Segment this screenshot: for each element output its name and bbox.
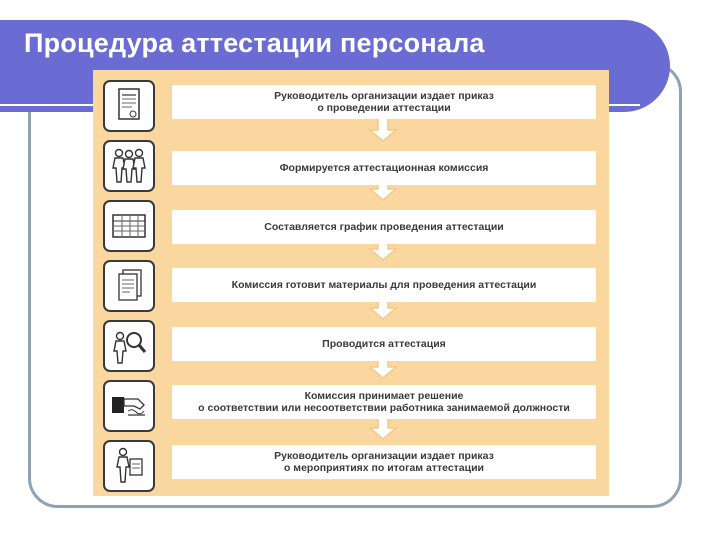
slide-title: Процедура аттестации персонала: [24, 28, 485, 58]
down-arrow-icon: [368, 416, 398, 440]
step-box: [172, 85, 596, 119]
step-text: Проводится аттестация: [322, 338, 446, 350]
magnifier-person-icon: [103, 320, 155, 372]
down-arrow-icon: [368, 118, 398, 142]
step-box: [172, 268, 596, 302]
person-with-document-icon: [103, 440, 155, 492]
step-text: Руководитель организации издает приказ о проведении аттестации: [274, 90, 494, 114]
step-box: [172, 445, 596, 479]
schedule-table-icon: [103, 200, 155, 252]
step-text: Комиссия готовит материалы для проведения аттестации: [231, 279, 537, 291]
documents-stack-icon: [103, 260, 155, 312]
step-box: [172, 327, 596, 361]
step-text: Формируется аттестационная комиссия: [279, 162, 489, 174]
step-box: [172, 210, 596, 244]
step-text: Комиссия принимает решение о соответствии или несоответствии работника занимаемой должности: [198, 390, 570, 414]
step-box: [172, 385, 596, 419]
signing-hand-icon: [103, 380, 155, 432]
people-group-icon: [103, 140, 155, 192]
order-document-icon: [103, 80, 155, 132]
step-text: Составляется график проведения аттестации: [264, 221, 504, 233]
step-text: Руководитель организации издает приказ о мероприятиях по итогам аттестации: [274, 450, 494, 474]
step-box: [172, 151, 596, 185]
